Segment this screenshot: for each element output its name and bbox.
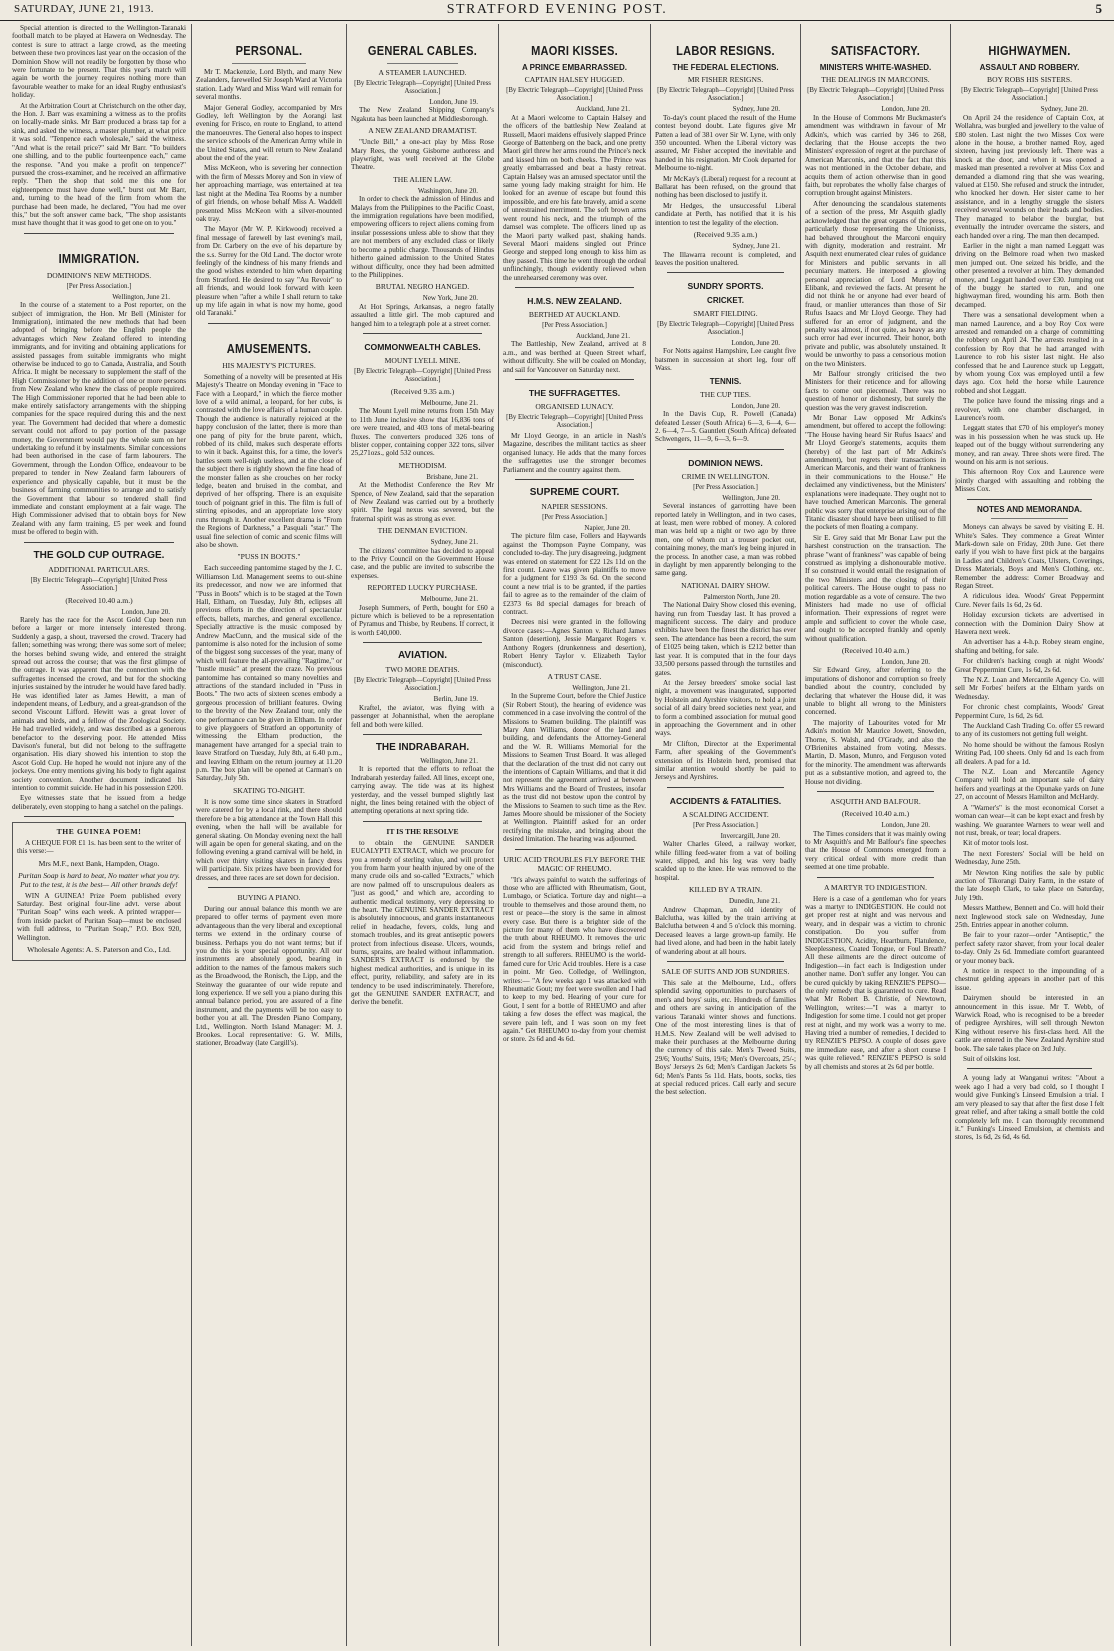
paragraph: At the Methodist Conference the Rev Mr Spence, of New Zealand, said that the separation of New Zealand was carried out by a brotherly spirit. The legal nexus was severed, but the fraternal spirit was as strong as ever. [351, 481, 494, 523]
notes-item: A notice in respect to the impounding of a chestnut gelding appears in another part of this issue. [955, 967, 1104, 992]
paragraph: The Mount Lyell mine returns from 15th May to 11th June inclusive show that 16,836 tons of ore were treated, and 403 tons of metal-bearing fluxes. The converters produced 326 tons of blister copper, containing copper 322 tons, silver 25,271ozs., gold 532 ounces. [351, 407, 494, 458]
divider [667, 272, 784, 273]
credit-line: [By Electric Telegraph—Copyright] [United Press Association.] [354, 367, 491, 383]
article-title: THE ALIEN LAW. [393, 174, 452, 184]
dateline: Invercargill, June 20. [720, 831, 780, 840]
paragraph: On April 24 the residence of Captain Cox, at Wollahra, was burgled and jewellery to the value of £80 stolen. Last night the two Misses Cox were alone in the house, a brother named Roy, aged sixteen, having just previously left. There was a knock at the door, and when it was opened a masked man presented a revolver at Miss Cox and demanded a diamond ring that she was wearing, valued at £150. She refused and struck the intruder, who knocked her down. Her sister came to her assistance, and in a lengthy struggle the sisters received several wounds on their heads and bodies. They managed to belabor the burglar, but eventually the intruder overcame the sisters, and each handed over a ring. The man then decamped. [955, 113, 1104, 240]
article-title: SMART FIELDING. [693, 308, 758, 318]
column-1 [12, 24, 186, 1646]
article-title: A STEAMER LAUNCHED. [378, 68, 467, 77]
credit-line: [Per Press Association.] [66, 282, 132, 290]
paragraph: The New Zealand Shipping Company's Ngakuta has been launched at Middlesborough. [351, 106, 494, 123]
paragraph: It is now some time since skaters in Stratford were catered for by a local rink, and there should therefore be a big attendance at the Town Hall this evening, when the hall will be available for general skating. On Monday evening next the hall will again be open for general skating, and on the following evening a grand carnival will be held, in which over thirty visiting skaters in fancy dress will participate. Six prizes have been provided for dresses, and three races are set down for decision. [196, 797, 342, 882]
notes-item: The N.Z. Loan and Mercantile Agency Company will hold an important sale of dairy heifers and yearlings at the Opunake yards on June 27, on account of Messrs Hamilton and McHardy. [955, 768, 1104, 802]
article-title: DOMINION'S NEW METHODS. [46, 270, 152, 280]
received-note: (Received 10.40 a.m.) [65, 595, 133, 605]
article-title: THE CUP TIES. [700, 389, 751, 399]
labor-resigns-heading: LABOR RESIGNS. [676, 43, 775, 58]
received-note: (Received 9.35 a.m.) [693, 230, 758, 240]
column-rule [800, 24, 801, 1646]
credit-line: [By Electric Telegraph—Copyright] [United Press Association.] [30, 576, 168, 592]
dateline: London, June 20. [121, 607, 170, 616]
poem-verse: Puritan Soap is hard to beat, No matter what you try. Put to the test, it is the best— All other brands defy! [18, 870, 180, 889]
article-title: A NEW ZEALAND DRAMATIST. [368, 126, 477, 136]
column-rule [950, 24, 951, 1646]
article-title: BRUTAL NEGRO HANGED. [375, 282, 470, 292]
divider [667, 449, 784, 450]
notes-item: The Auckland Cash Trading Co. offer £5 reward to any of its customers not getting full weight. [955, 722, 1104, 739]
suffragettes-heading: THE SUFFRAGETTES. [528, 387, 621, 398]
credit-line: [By Electric Telegraph—Copyright] [United Press Association.] [657, 87, 794, 103]
dateline: London, June 20. [881, 658, 930, 666]
credit-line: [Per Press Association.] [542, 514, 607, 521]
divider [667, 787, 784, 788]
maori-kisses-heading: MAORI KISSES. [531, 43, 618, 58]
sport-name: TENNIS. [709, 377, 742, 387]
notes-item: For children's hacking cough at night Woods' Great Peppermint Cure, 1s 6d, 2s 6d. [955, 657, 1104, 674]
article-title: "PUSS IN BOOTS." [237, 552, 301, 562]
paragraph: In the course of a statement to a Post reporter, on the subject of immigration, the Hon. Mr Bell (Minister for Immigration), intimated the new methods that had been adopted of bringing before the English people the advantages which New Zealand offered to intending immigrants, and for inviting and obtaining applications for assisted passages from suitable immigrants who might otherwise be induced to go to Canada, Australia, and South Africa. It might be necessary to supplement the staff of the High Commissioner by the addition of one or more persons from New Zealand who knew the class of people required. The High Commissioner reported that he had been able to make entirely satisfactory arrangements with the shipping companies for the space required during this and the next year. The Government had decided that where a domestic servant could not afford to pay portion of the passage money, the Government would pay the whole sum on her undertaking to refund it by instalments. Similar concessions had been authorised in the case of farm labourers. The Government, through the London Office, endeavour to be prepared to tender in New Zealand farm labourers of experience and physically capable, but it must be the business of farming communities to arrange and to satisfy the Government that labour so tendered shall find immediate and constant employment at a fair wage. The High Commissioner advised that to obtain boys for New Zealand with any farm training, £5 per week and found must be offered to begin with. [12, 301, 186, 537]
paragraph: The National Dairy Show closed this evening, having run from Tuesday last. It has proved a magnificent success. The dairy and produce exhibits have been the finest the district has ever seen. The attendance has been a record, the sum of £1025 being taken, which is £212 better than last year. It is computed that in the four days 33,500 persons passed through the turnstiles and gates. [655, 601, 796, 677]
dateline: London, June 20. [881, 821, 930, 830]
notes-item: Messrs Matthew, Bennett and Co. will hold their next Inglewood stock sale on Wednesday, June 25th. Entries appear in another column. [955, 904, 1104, 929]
paragraph: The police have found the missing rings and a revolver, with one chamber discharged, in Laurence's room. [955, 397, 1104, 423]
paragraph: Mr Bonar Law opposed Mr Adkins's amendment, but offered to accept the following: "The House having heard Sir Rufus Isaacs' and Mr Lloyd George's statements, acquits them (hereby) of the last part of Mr Adkins's amendment), but regrets their transactions in American Marconis, and their want of frankness in their communications to the House." He declaimed any vindictiveness, but the Ministers' explanations were inadequate. They ought not to have touched American Marconis. The general public was sorry that enterprise arising out of the Titanic disaster should have been utilised to fill the pockets of men floating a company. [805, 414, 946, 532]
notes-item: A ridiculous idea. Woods' Great Peppermint Cure. Never fails 1s 6d, 2s 6d. [955, 592, 1104, 609]
masthead-date: SATURDAY, JUNE 21, 1913. [14, 3, 154, 15]
article-subtitle: THE DEALINGS IN MARCONIS. [821, 75, 930, 85]
sport-name: CRICKET. [707, 296, 744, 306]
credit-line: [By Electric Telegraph—Copyright] [United Press Association.] [506, 87, 643, 103]
notes-item: Suit of oilskins lost. [963, 1055, 1021, 1064]
dateline: London, June 19. [429, 98, 478, 106]
gold-cup-heading: THE GOLD CUP OUTRAGE. [33, 549, 165, 561]
sundry-sports-heading: SUNDRY SPORTS. [687, 281, 764, 292]
credit-line: [Per Press Association.] [693, 821, 758, 829]
paragraph: There was a sensational development when a man named Laurence, and a boy Roy Cox were arrested and remanded on a charge of committing the robbery on April 24. The arrests resulted in a confession by Roy that he had arranged with Laurence to rob his sister last night. He also confessed that he and Laurence stuck up Leggatt, by whom young Cox was employed until a few days ago. Cox held the horse while Laurence robbed and shot Leggatt. [955, 311, 1104, 395]
paragraph: A CHEQUE FOR £1 1s. has been sent to the writer of this verse:— [17, 838, 181, 856]
paragraph: "It's always painful to watch the sufferings of those who are afflicted with Rheumatism, Gout, Lumbago, or Sciatica. Torture day and night—a trouble to themselves and those around them, no rest or peace—the story is the same in almost every case. But there is a brighter side of the picture for many of them who have discovered the truth about RHEUMO. It removes the uric acid from the system and brings relief and strength to all sufferers. RHEUMO is the world-famed cure for Uric Acid troubles. Here is a case in point. Mr Geo. Colledge, of Wellington, writes:— "A few weeks ago I was attacked with Rheumatic Gout; my feet were swollen and I had to keep to my bed. Hearing of your cure for Gout, I sent for a bottle of RHEUMO and after taking a few doses the effect was magical, the severe pain left, and I was soon on my feet again." Get RHEUMO to-day from your chemist or store. 2s 6d and 4s 6d. [503, 875, 646, 1044]
notes-item: Moneys can always be saved by visiting E. H. White's Sales. They commence a Great Winter Mark-down sale on Friday, 20th June. Get there early if you wish to have first pick at the bargains in Ladies and Children's Coats, Ulsters, Coverings, Dress Materials, Boys and Men's Clothing, etc. Remember the address: Corner Broadway and Regan Street. [955, 523, 1104, 590]
article-title: CRIME IN WELLINGTON. [681, 471, 770, 481]
paragraph: This sale at the Melbourne, Ltd., offers splendid saving opportunities to purchasers of men's and boys' suits, etc. Hundreds of families and others are saving in anticipation of the various Taranaki winter shows and functions. One of the most interesting lines is that of H.M.S. New Zealand will be well advised to make their purchases at the Melbourne during the currency of this sale. Men's Tweed Suits, 29/6; Youths' Suits, 19/6; Men's Overcoats, 25/-; Boys' Jerseys 2s 6d; Men's Cardigan Jackets 5s 6d; Men's Pants 5s 11d. Hats, boots, socks, ties at special reduced prices. Call early and secure the best selection. [655, 979, 796, 1097]
column-7 [955, 24, 1104, 1646]
divider [208, 887, 330, 888]
divider [24, 233, 174, 234]
dominion-news-heading: DOMINION NEWS. [688, 457, 763, 468]
credit-line: [By Electric Telegraph—Copyright] [United Press Association.] [807, 87, 944, 103]
paragraph: Something of a novelty will be presented at His Majesty's Theatre on Monday evening in "Face to Face with a Leopard," in which the fierce mother love of a wild animal, a leopard, for her cubs, is contrasted with the love affairs of a human couple. Though the audience is naturally rejoiced at the happy conclusion of the latter, there is more than one pang of pity for the brute parent, which, robbed of its child, makes such desperate efforts to win it back. Against this, for a time, the lover's battles seem well-nigh useless, and at the close of the subject there is rightly shown the fine head of the monster fallen as she crouches on her rocky ledge, beaten and bruised in the combat, and deprived of her offspring. There is an exquisite touch of poignant grief in this. The film is full of stirring episodes, and an appropriate love story runs through it. Another excellent drama is "From the Regions of Darkness," a Pasquali "star." The usual fine selection of comic and scenic films will also be shown. [196, 372, 342, 549]
article-title: TWO MORE DEATHS. [385, 665, 460, 675]
article-title: ORGANISED LUNACY. [535, 401, 614, 411]
paragraph: Leggatt states that £70 of his employer's money was in his possession when he was stuck up. He leaped out of the buggy without surrendering any money, and ran away. Three shots were fired. The wound on his arm is not serious. [955, 424, 1104, 467]
paragraph: Mr Lloyd George, in an article in Nash's Magazine, describes the militant tactics as sheer organised lunacy. He adds that the many forces the suffragettes use the stronger becomes Parliament and the country against them. [503, 431, 646, 474]
divider [24, 542, 174, 543]
immigration-heading: IMMIGRATION. [58, 250, 140, 266]
paragraph: The Times considers that it was mainly owing to Mr Asquith's and Mr Balfour's fine speeches that the House of Commons emerged from a very critical ordeal with more credit than seemed at one time probable. [805, 829, 946, 872]
column-rule [346, 24, 347, 1646]
article-subtitle: BOY ROBS HIS SISTERS. [987, 75, 1072, 85]
article-title: BUYING A PIANO. [237, 892, 301, 902]
column-2 [196, 24, 342, 1646]
notes-item: A "Warner's" is the most economical Corset a woman can wear—it can be kept exact and fresh by washing. We guarantee Warners to wear well and not rust, break, or tear; local drapers. [955, 803, 1104, 837]
column-rule [191, 24, 192, 1646]
paragraph: Kraftel, the aviator, was flying with a passenger at Johannisthal, when the aeroplane fell and both were killed. [351, 703, 494, 729]
paragraph: The majority of Labourites voted for Mr Adkin's motion Mr Maurice Jowett, Snowden, Thorne, S. Walsh, and O'Grady, and also the O'Brienites abstained from voting. Messrs. Martin, D. Mason, Munro, and Ferguson voted for the minority. The amendment was afterwards put as a substantive motion, and agreed to, the House not dividing. [805, 718, 946, 786]
paragraph: It is reported that the efforts to refloat the Indrabarah yesterday failed. All lines, except one, carrying away. The tide was at its highest yesterday, and the vessel bumped slightly last night, the lines being retained with the object of attempting operations at next spring tide. [351, 765, 494, 816]
paragraph: At Hot Springs, Arkansas, a negro fatally assaulted a little girl. The mob captured and hanged him to a telegraph pole at a street corner. [351, 302, 494, 328]
notes-item: Be fair to your razor—order "Antiseptic," the perfect safety razor shaver, from your local dealer to-day. Only 2s 6d. Immediate comfort guaranteed or your money back. [955, 931, 1104, 965]
paragraph: This afternoon Roy Cox and Laurence were jointly charged with assaulting and robbing the Misses Cox. [955, 468, 1104, 494]
divider [817, 791, 934, 792]
article-title: SALE OF SUITS AND JOB SUNDRIES. [661, 967, 790, 977]
article-title: A SCALDING ACCIDENT. [682, 809, 769, 819]
dateline: Wellington, June 21. [572, 683, 630, 692]
notes-item: An advertiser has a 4-h.p. Robey steam engine, shafting and belting, for sale. [955, 638, 1104, 655]
paragraph: Rarely has the race for the Ascot Gold Cup been run before a larger or more intensely interested throng. Suddenly a gasp, a shout, traversed the crowd. Tracery had fallen; something was wrong; there was some sort of melee; the horses behind swung wide, and entered the straight spread out across the course; that was the first glimpse of the outrage. It was apparent that the connection with the suffragettes incensed the crowd, and but for the shocking injuries sustained by the intruder he would have fared badly. He was identified later as James Hewitt, a man of independent means, of Ledbury, and a great-grandson of the second Viscount Lifford. Hewitt was a great lover of animals and birds, and a fellow of the Zoological Society. He had travelled widely, and was described as a generous benefactor to the deserving poor. He attended Miss Davison's funeral, but did not belong to the suffragette organisation. His diary showed his intention to stop the Ascot Gold Cup. He hoped he would not injure any of the jockeys. One entry mentions giving his body to fight against society convention. Another document indicated his intention to commit suicide. He had in his possession £200. [12, 615, 186, 793]
dateline: Sydney, June 21. [732, 242, 780, 251]
dateline: Auckland, June 21. [575, 105, 630, 114]
divider [967, 1068, 1092, 1069]
divider [515, 849, 634, 850]
paragraph: WIN A GUINEA! Prize Poem published every Saturday. Best original four-line advt. verse about "Puritan Soap" wins each week. A printed wrapper—from inside packet of Puritan Soap—must be enclosed with full address, to "Puritan Soap," P.O. Box 920, Wellington. [17, 891, 181, 942]
notes-heading: NOTES AND MEMORANDA. [976, 504, 1083, 514]
dateline: Washington, June 20. [417, 186, 478, 195]
accidents-heading: ACCIDENTS & FATALITIES. [669, 795, 782, 806]
paragraph: Mr Hedges, the unsuccessful Liberal candidate at Perth, has notified that it is his intention to test the legality of the election. [655, 201, 796, 227]
notes-item: For chronic chest complaints, Woods' Great Peppermint Cure, 1s 6d, 2s 6d. [955, 703, 1104, 720]
divider [363, 333, 482, 334]
divider [24, 816, 174, 817]
column-4 [503, 24, 646, 1646]
paragraph: The citizens' committee has decided to appeal to the Privy Council on the Government House case, and the public are invited to subscribe the expenses. [351, 546, 494, 580]
paragraph: After denouncing the scandalous statements of a section of the press, Mr Asquith gladly acknowledged that the great organs of the press, particularly those representing the Unionists, had behaved throughout the Marconi enquiry with dignity, moderation and restraint. Mr Asquith next enumerated clear rules of guidance for Ministers and public servants in all pecuniary matters. He interposed a glowing personal appreciation of Lord Murray of Elibank, and reviewed the facts. At present he did not think he or anyone had ever heard of fraud, or manlier utterances than those of Sir Rufus Isaacs and Mr Lloyd George. They had suffered for an error of judgment, and the penalty was almost, if not quite, as heavy as any such error had ever incurred. Their honor, both private and public, was absolutely unstained. It would be unworthy to pass a censorious motion on the two Ministers. [805, 199, 946, 368]
divider [515, 479, 634, 480]
article-subtitle: MR FISHER RESIGNS. [687, 75, 764, 85]
paragraph: Major General Godley, accompanied by Mrs Godley, left Wellington by the Aorangi last evening for Frisco, en route to England, to attend the manoeuvres. The General also hopes to inspect the service schools of the American Army while in the United States, and will return to New Zealand about the end of the year. [196, 103, 342, 163]
dateline: Dunedin, June 21. [729, 897, 780, 906]
article-title: THE DENMAN EVICTION. [377, 526, 468, 536]
paragraph: Sir Edward Grey, after referring to the imputations of dishonor and corruption so freely bandied about the country, concluded by declaring that whatever the House did, it was unable to blight all wrong to the Ministers concerned. [805, 666, 946, 717]
received-note: (Received 10.40 a.m.) [841, 646, 910, 655]
article-title: METHODISM. [398, 460, 447, 470]
dateline: Palmerston North, June 20. [703, 592, 780, 601]
article-title: A PRINCE EMBARRASSED. [521, 63, 628, 72]
paragraph: Miss McKeon, who is severing her connection with the firm of Messrs Morey and Son in view of her approaching marriage, was entertained at tea last night at the Medina Tea Rooms by a number of girl friends, on whose behalf Miss A. Waddell presented Miss McKeon with a silver-mounted oak tray. [196, 164, 342, 223]
dateline: Sydney, June 21. [430, 538, 478, 547]
paragraph: In the Supreme Court, before the Chief Justice (Sir Robert Stout), the hearing of evidence was commenced in a case involving the control of the Missions to Seamen building. The plaintiff was Mary Ann Williams, donor of the land and building, and defendants the Attorney-General and the W. R. Williams Memorial for the Missions to Seamen Trust Board. It was alleged that the declaration of the trust did not carry out the intentions of Captain Williams, and that it did not represent the agreement arrived at between Mrs Williams and the Board of Trustees, insofar as the trust did not bestow upon the control by the Missions to Seamen to such time as the Rev. James Moore should be missioner of the Society at Wellington. Plaintiff asked for an order rectifying the mistake, and bringing about the desired limitation. The hearing was adjourned. [503, 692, 646, 844]
credit-line: [By Electric Telegraph—Copyright] [United Press Association.] [961, 87, 1098, 103]
newspaper-page [10, 24, 1106, 1646]
article-title: ASSAULT AND ROBBERY. [979, 63, 1080, 72]
paragraph: During our annual balance this month we are prepared to offer terms of payment even more advantageous than the very liberal and exceptional terms we extend in the ordinary course of business. Perhaps you do not want terms; but if you do this is your special opportunity. All our instruments are absolutely good, bearing in addition to the names of the famous makers such as the Broadwood, the Ronisch, the Lipp, and the Steinway the guarantee of our wide repute and long experience. If we sell you a piano during this annual balance period, you are assured of a fine instrument, and the payments will be too easy to bother you at all. The Dresden Piano Company, Ltd., Wellington. North Island Manager: M. J. Brookes. Local representative: G. W. Mills, stationer, Broadway (late Cargill's). [196, 904, 342, 1048]
column-6 [805, 24, 946, 1646]
commonwealth-heading: COMMONWEALTH CABLES. [364, 341, 481, 352]
credit-line: [Per Press Association.] [693, 483, 758, 491]
paragraph: A young lady at Wanganui writes: "About a week ago I had a very bad cold, so I thought I would give Funking's Linseed Emulsion a trial. I am very pleased to say that after the first dose I felt great relief, and after taking a small bottle the cold completely left me. I can thoroughly recommend it." Funking's Linseed Emulsion, at chemists and stores, 1s 6d, 2s 6d, 4s 6d. [955, 1074, 1104, 1142]
divider [991, 518, 1068, 519]
divider [232, 63, 306, 64]
general-cables-heading: GENERAL CABLES. [367, 43, 478, 58]
article-title: NAPIER SESSIONS. [541, 502, 608, 511]
satisfactory-heading: SATISFACTORY. [830, 43, 921, 58]
divider [387, 63, 458, 64]
supreme-court-heading: SUPREME COURT. [529, 487, 620, 498]
notes-item: Dairymen should be interested in an announcement in this issue. Mr T. Webb, of Warwick Road, who is recognised to be a breeder of pedigree Ayrshires, will sell through Newton King without reserve his first-class herd. All the cattle are entered in the New Zealand Ayrshire stud book. The sale takes place on 3rd July. [955, 994, 1104, 1053]
credit-line: [By Electric Telegraph—Copyright] [United Press Association.] [657, 320, 794, 336]
paragraph: Each succeeding pantomime staged by the J. C. Williamson Ltd. Management seems to out-shine its predecessor, and now we are informed that "Puss in Boots" which is to be staged at the Town Hall, Eltham, on Tuesday, July 8th, eclipses all previous efforts in the direction of spectacular effects, ballets, marches, and general excellence. Specially attractive is the music composed by Andrew MacCunn, and the musical side of the pantomime is also noted for the inclusion of some of the biggest song successes of the year, many of which will feature the all-prevailing "Ragtime," or "hustle music" at present the craze. No previous pantomime has contained so many novelties and attractions of the standard included in "Puss in Boots." The two acts of sixteen scenes embody a gorgeous procession of brilliant features. Owing to the brevity of the New Zealand tour, only the one performance can be given in Eltham. In order to give playgoers of Stratford an opportunity of witnessing the Eltham production, the management have arranged for a special train to leave Stratford on Tuesday, July 8th, at 6.40 p.m., and leaving Eltham on the return journey at 11.20 p.m. The box plan will be opened at Carman's on Saturday, July 5th. [196, 564, 342, 783]
article-title: IT IS THE RESOLVE [386, 826, 459, 836]
indrabarah-heading: THE INDRABARAH. [375, 741, 470, 753]
article-title: A MARTYR TO INDIGESTION. [823, 882, 928, 892]
dateline: Wellington, June 21. [420, 756, 478, 765]
highwaymen-heading: HIGHWAYMEN. [988, 43, 1071, 58]
divider [515, 379, 634, 380]
amusements-heading: AMUSEMENTS. [226, 340, 312, 356]
dateline: Sydney, June 20. [732, 105, 780, 114]
paragraph: Joseph Summers, of Perth, bought for £60 a picture which is believed to be a representation of Pyramus and Thisbe, by Reubens. If correct, it is worth £40,000. [351, 603, 494, 637]
article-title: THE FEDERAL ELECTIONS. [672, 63, 779, 72]
divider [363, 734, 482, 735]
poem-author: Mrs M.F., next Bank, Hampden, Otago. [38, 858, 160, 868]
divider [363, 642, 482, 643]
paragraph: Earlier in the night a man named Leggatt was driving on the Belmore road when two masked men jumped out. One seized his bridle, and the other presented a revolver at him. They demanded money, and Leggatt handed over £30. Jumping out of the buggy he started to run, and one highwayman fired, wounding his arm. Both then decamped. [955, 241, 1104, 309]
paragraph: The Battleship, New Zealand, arrived at 8 a.m., and was berthed at Queen Street wharf, without difficulty. She will be coaled on Monday, and sail for Vancouver on Saturday next. [503, 340, 646, 374]
paragraph: At the Arbitration Court at Christchurch on the other day, the Hon. J. Barr was examining a witness as to the profits on locally-made sinks. Mr Barr produced a brass tap for a sink, and asked the witness, a master plumber, at what price it was sold. "Tenpence each wholesale," said the witness. "And what is the retail price?" said Mr Barr. "To builders one shilling, and to the public fourteenpence each," came the response. "And you make a profit on tenpence?" pursued the cross-examiner, and he received an affirmative reply. "Then the shop that sold me this one for eighteenpence must have done well," burst out Mr Barr, and, turning to the head of the firm from whom the purchase had been made, he declared, "You had me over this," but the soft answer came back, "The shop assistants must have thought that it was good to get one on to you." [12, 101, 186, 228]
personal-heading: PERSONAL. [235, 43, 303, 58]
credit-line: [By Electric Telegraph—Copyright] [United Press Association.] [354, 677, 491, 693]
notes-item: Mr Newton King notifies the sale by public auction of Tikorangi Dairy Farm, in the estate of the late Joseph Clark, to take place on Saturday, July 19th. [955, 868, 1104, 902]
divider [363, 821, 482, 822]
paragraph: "Uncle Bill," a one-act play by Miss Rose Mary Rees, the young Gisborne authoress and playwright, was well received at the Globe Theatre. [351, 138, 494, 172]
article-title: NATIONAL DAIRY SHOW. [681, 580, 770, 590]
notes-item: Kit of motor tools lost. [963, 839, 1029, 848]
article-title: A TRUST CASE. [547, 671, 602, 681]
notes-item: Holiday excursion tickets are advertised in connection with the Dominion Dairy Show at Hawera next week. [955, 611, 1104, 636]
article-title: BERTHED AT AUCKLAND. [528, 309, 621, 319]
masthead [0, 0, 1114, 21]
dateline: London, June 20. [881, 105, 930, 114]
aviation-heading: AVIATION. [397, 650, 448, 662]
page-number: 5 [1095, 1, 1102, 16]
article-title: MINISTERS WHITE-WASHED. [819, 63, 932, 72]
notes-list [955, 523, 1104, 1063]
dateline: Wellington, June 20. [722, 493, 780, 502]
dateline: Wellington, June 21. [112, 292, 170, 301]
paragraph: Sir E. Grey said that Mr Bonar Law put the harshest construction on the transaction. The phrase "want of frankness" was capable of being construed as implying a dishonourable motive. If so construed it would entail the resignation of the two Ministers and the closing of their political careers. The House ought to pass no motion regardable as a vote of censure. The two Ministers had made no use of official information. Their expressions of regret were ample and sufficient to cover the whole case, and ought to be accepted frankly and openly without qualification. [805, 533, 946, 643]
dateline: New York, June 20. [422, 294, 478, 303]
article-title: REPORTED LUCKY PURCHASE. [367, 583, 478, 593]
hms-heading: H.M.S. NEW ZEALAND. [527, 295, 622, 306]
paragraph: For Notts against Hampshire, Lee caught five batsmen in succession at short leg, four off Wass. [655, 347, 796, 372]
article-title: URIC ACID TROUBLES FLY BEFORE THE MAGIC OF RHEUMO. [503, 854, 646, 873]
paragraph: The Mayor (Mr W. P. Kirkwood) received a final message of farewell by last evening's mail, from Dr. Carbery on the eve of his departure by the s.s. Surrey for the Old Land. The doctor wrote feelingly of the kindness of his many friends and the good wishes extended to him when departing from Stratford. He desired to say "Au Revoir" to all friends, and would look forward with keen pleasure when "after a while I shall return to take up my life again in what is now my home, good old Taranaki." [196, 225, 342, 318]
paragraph: Special attention is directed to the Wellington-Taranaki football match to be played at Hawera on Wednesday. The contest is sure to attract a large crowd, as the meeting between these two provinces last year on the occasion of the Dominion Show will not readily be forgotten by those who were fortunate to be present. That this year's match will again be worth the journey requires nothing more than favourable weather to make for an ideal Rugby enthusiast's holiday. [12, 24, 186, 100]
paragraph: The Illawarra recount is completed, and leaves the position unaltered. [655, 250, 796, 267]
notes-item: The N.Z. Loan and Mercantile Agency Co. will sell Mr Forbes' heifers at the Eltham yards on Wednesday. [955, 676, 1104, 701]
article-title: MOUNT LYELL MINE. [384, 355, 461, 365]
dateline: Sydney, June 20. [1040, 105, 1088, 114]
paragraph: Eye witnesses state that he issued from a hedge deliberately, even stopping to hang a satchel on the palings. [12, 794, 186, 811]
paragraph: The picture film case, Follers and Haywards against the Thompson Payne Company, was concluded to-day. The jury disagreeing, judgment was entered on statement for £22 12s 11d on the first count. Leave was given plaintiffs to move for a judgment for £193 3s 6d. On the second count a new trial is to be granted, if the parties fail to agree as to the remainder of the claim of £2373 6s 8d special damages for breach of contract. [503, 532, 646, 617]
article-title: ADDITIONAL PARTICULARS. [48, 564, 150, 574]
paragraph: Mr T. Mackenzie, Lord Blyth, and many New Zealanders, farewelled Sir Joseph Ward at Victoria station. Lady Ward and Miss Ward will remain for several months. [196, 68, 342, 102]
notes-item: No home should be without the famous Roslyn Writing Pad, 100 sheets. Only 6d and 1s each from all dealers. A pad for a 1d. [955, 740, 1104, 766]
paragraph: In the Davis Cup, R. Powell (Canada) defeated Lesser (South Africa) 6—3, 6—4, 6—2. 6—4, 7—5. Gauntlett (South Africa) defeated Schwengers, 11—9, 6—3, 6—9. [655, 410, 796, 444]
column-5 [655, 24, 796, 1646]
dateline: Auckland, June 21. [575, 331, 630, 340]
divider [208, 323, 330, 324]
guinea-poem-ad [12, 822, 186, 961]
paragraph: Walter Charles Gleed, a railway worker, while filling feed-water from a vat of boiling water, slipped, and his leg was very badly scalded up to the knee. He was removed to the hospital. [655, 840, 796, 882]
dateline: Melbourne, June 21. [420, 398, 478, 407]
paragraph: Several instances of garrotting have been reported lately in Wellington, and in two cases, at least, men were robbed of money. A colored man was held up a night or two ago by three men, one of whom cut a trouser pocket out, containing money, the man's leg being injured in the process. In another case, a man was robbed in daylight by men apparently belonging to the same gang. [655, 502, 796, 578]
received-note: (Received 10.40 a.m.) [841, 809, 910, 819]
paragraph: In order to check the admission of Hindus and Malays from the Philippines to the Pacific Coast, the immigration regulations have been modified, empowering officers to reject aliens coming from insular possessions unless able to show that they are not members of any excluded class or likely to become a public charge. Thousands of Hindus hitherto gained admission to the United States without difficulty, once they had been admitted to the Philippines. [351, 195, 494, 279]
paragraph: to obtain the GENUINE SANDER EUCALYPTI EXTRACT, which we procure for you a remedy of sterling value, and will protect you from harm your health injured by one of the many crude oils and so-called "Extracts," which are now palmed off to unscrupulous dealers as "just as good," and which are, according to authentic medical testimony, very depressing to the heart. The GENUINE SANDER EXTRACT is absolutely innocuous, and grants instantaneous relief in headache, fevers, colds, lung and stomach troubles, and its great antiseptic powers protect from infectious disease. Ulcers, wounds, burns, sprains, are healed without inflammation. SANDER'S EXTRACT is endorsed by the highest medical authorities, and is unique in its effect, purity, reliability, and safety are in its tendency to be used indiscriminately. Therefore, get the GENUINE SANDER EXTRACT, and derive the benefit. [351, 838, 494, 1007]
column-rule [650, 24, 651, 1646]
notes-item: The next Foresters' Social will be held on Wednesday, June 25th. [955, 849, 1104, 867]
masthead-title: STRATFORD EVENING POST. [446, 2, 668, 17]
paragraph: Mr Balfour strongly criticised the two Ministers for their reticence and for allowing facts to come out piecemeal. There was no question of honor or dishonesty, but surely the question was the very gravest indiscretion. [805, 370, 946, 412]
dateline: London, June 20. [731, 338, 780, 347]
dateline: London, June 20. [731, 401, 780, 410]
paragraph: To-day's count placed the result of the Hume contest beyond doubt. Late figures give Mr Patten a lead of 381 over Sir W. Lyne, with only 350 uncounted. When the Liberal victory was assured, Mr Fisher accepted the inevitable and handed in his resignation. Mr Cook departed for Melbourne to-night. [655, 113, 796, 173]
article-title: SKATING TO-NIGHT. [233, 785, 305, 795]
article-title: KILLED BY A TRAIN. [689, 885, 762, 895]
divider [967, 499, 1092, 500]
paragraph: Decrees nisi were granted in the following divorce cases:—Agnes Santon v. Richard James Santon (desertion), Jessie Margaret Rogers v. Anthony Rogers (drunkenness and desertion), Robert Henry Taylor v. Elizabeth Taylor (misconduct). [503, 618, 646, 669]
ad-agents: Wholesale Agents: A. S. Paterson and Co., Ltd. [27, 944, 171, 954]
dateline: Napier, June 20. [584, 524, 630, 532]
divider [817, 877, 934, 878]
paragraph: Mr Clifton, Director at the Experimental Farm, after speaking of the Government's extension of its Holstein herd, promised that similar attention would shortly be paid to Jerseys and Ayrshires. [655, 739, 796, 782]
credit-line: [By Electric Telegraph—Copyright] [United Press Association.] [506, 413, 643, 429]
dateline: Melbourne, June 21. [420, 595, 478, 604]
article-title: ASQUITH AND BALFOUR. [830, 797, 921, 807]
paragraph: Mr McKay's (Liberal) request for a recount at Ballarat has been refused, on the ground that nothing has been disclosed to justify it. [655, 174, 796, 200]
dateline: Brisbane, June 21. [426, 472, 478, 481]
paragraph: In the House of Commons Mr Buckmaster's amendment was withdrawn in favour of Mr Adkin's, which was carried by 346 to 268, declaring that the House accepts the two Ministers' expression of regret at the purchase of American Marconis, and that the fact that this was not mentioned in the October debate, and acquits them of action otherwise than in good faith, but reprobates the wholly false charges of corruption brought against Ministers. [805, 113, 946, 198]
dateline: Berlin, June 19. [433, 695, 478, 704]
article-subtitle: CAPTAIN HALSEY HUGGED. [524, 75, 625, 85]
divider [667, 961, 784, 962]
paragraph: At a Maori welcome to Captain Halsey and the officers of the battleship New Zealand at Russell, Maori maidens effusively slapped Prince George of Battenberg on the back, and one pretty Maori girl threw her arms round the Prince's neck and kissed him on both cheeks. The Prince was greatly embarrassed and beat a hasty retreat. Captain Halsey was an amused spectator until the same young lady making straight for him. He looked for an avenue of escape but found this impossible, and ere his fate bravely, amid a scene of unrestrained merriment. The soft brown arms went round his neck, and the triumph of the damsel was complete. The officers lined up as the Maori party walked past, shaking hands. Several Maori maidens singled out Prince George and stepped long enough to kiss him as they passed. This time he went through the ordeal unflinchingly, though evidently relieved when the unrehearsed ceremony was over. [503, 113, 646, 282]
paragraph: Here is a case of a gentleman who for years was a martyr to INDIGESTION. He could not get proper rest at night and was nervous and weary, and in despair was a victim to chronic constipation. Do you suffer from INDIGESTION, Acidity, Heartburn, Flatulence, Sleeplessness, Coated Tongue, or Foul Breath? All these ailments are the direct outcome of Indigestion—in fact each is Indigestion under another name. Don't suffer any longer. You can be cured quickly by taking RENZIE'S PEPSO—the only remedy that is guaranteed to cure. Read what Mr Robert B. Christie, of Newtown, Wellington, writes:—"I was a martyr to Indigestion for some time. I could not get proper rest at night, and my work was a worry to me. Having tried a number of remedies, I decided to try RENZIE'S PEPSO. A couple of doses gave me immediate ease, and after a short course I was quite relieved." RENZIE'S PEPSO is sold by all chemists and stores at 2s 6d per bottle. [805, 894, 946, 1071]
ad-title: THE GUINEA POEM! [56, 827, 142, 837]
credit-line: [Per Press Association.] [542, 321, 607, 329]
column-3 [351, 24, 494, 1646]
article-title: HIS MAJESTY'S PICTURES. [222, 360, 316, 370]
credit-line: [By Electric Telegraph—Copyright] [United Press Association.] [354, 80, 491, 95]
column-rule [498, 24, 499, 1646]
paragraph: Andrew Chapman, an old identity of Balclutha, was killed by the train arriving at Balclutha between 4 and 5 o'clock this morning. Deceased leaves a large grown-up family. He had lived alone, and had been in the habit lately of wandering about at all hours. [655, 905, 796, 956]
divider [515, 287, 634, 288]
received-note: (Received 9.35 a.m.) [390, 386, 455, 396]
paragraph: At the Jersey breeders' smoke social last night, a movement was inaugurated, supported by Holstein and Ayrshire visitors, to hold a joint social of all dairy breed societies next year, and to form a combined association for mutual good in approaching the Government and in other ways. [655, 678, 796, 738]
